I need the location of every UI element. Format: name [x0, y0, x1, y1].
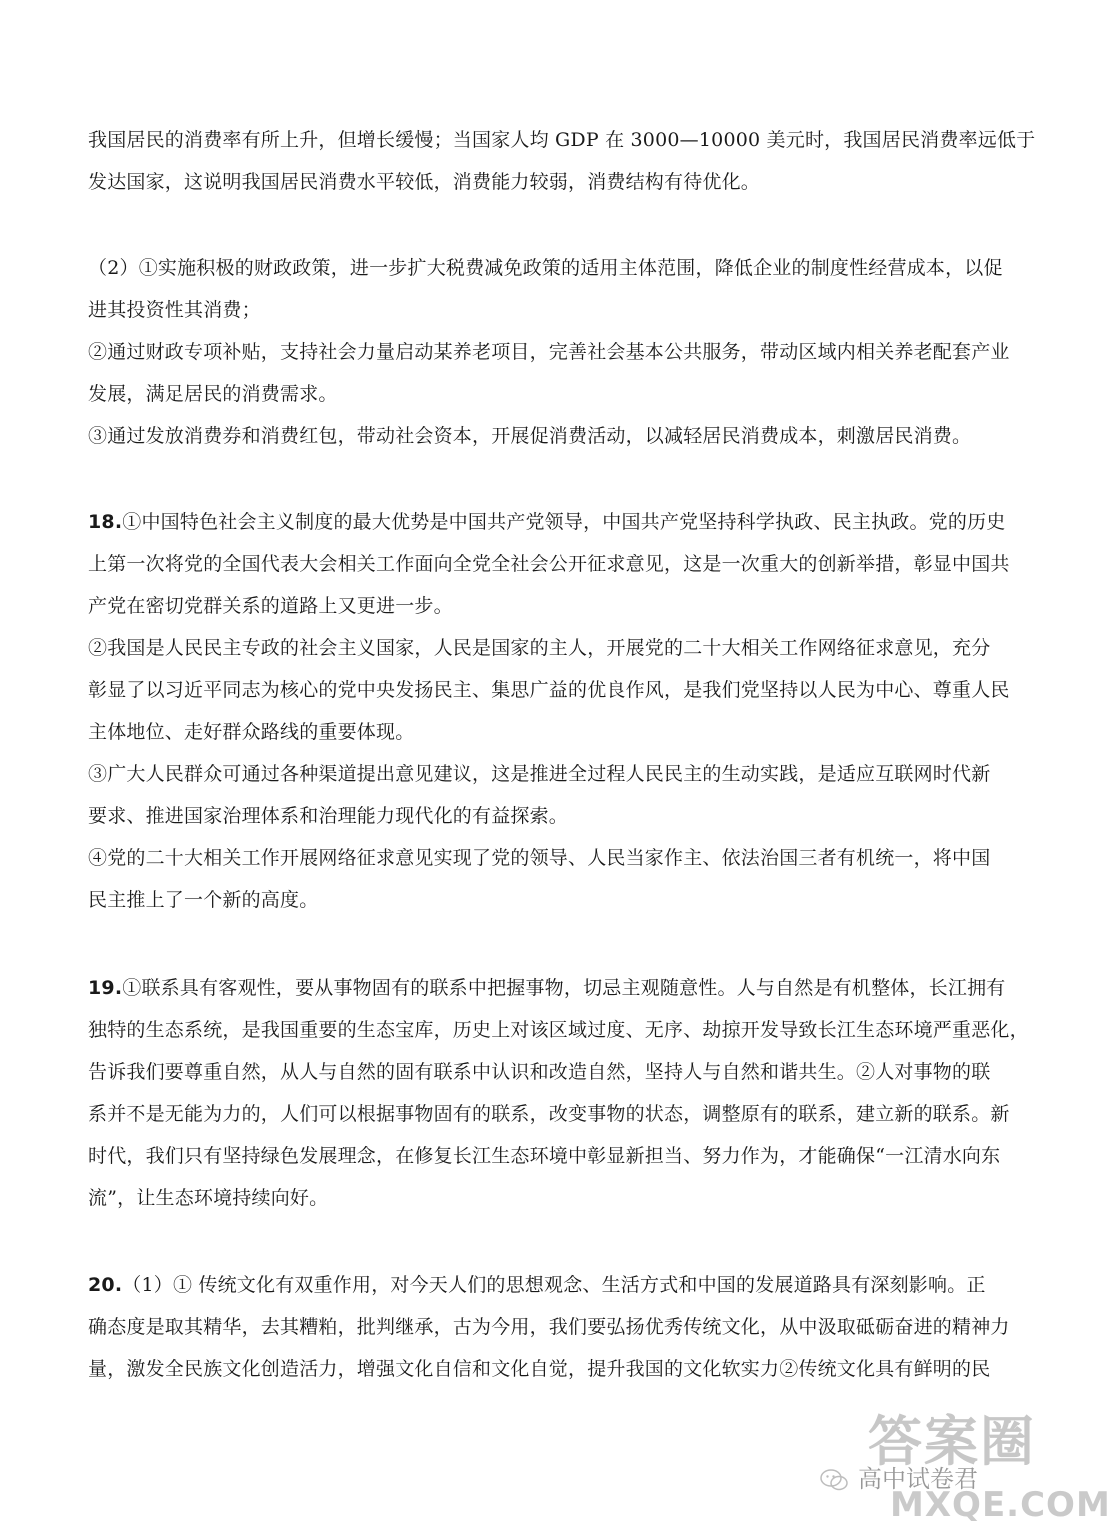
watermark [820, 1399, 1111, 1525]
text-segment: ①中国特色社会主义制度的最大优势是中国共产党领导，中国共产党坚持科学执政、民主执政。党的历史 [122, 511, 1006, 533]
text-line [88, 1264, 998, 1306]
text-line: 确态度是取其精华，去其糟粕，批判继承，古为今用，我们要弘扬优秀传统文化，从中汲取砥砺奋进的精神力 [88, 1316, 1010, 1338]
text-line: 独特的生态系统，是我国重要的生态宝库，历史上对该区域过度、无序、劫掠开发导致长江生态环境严重恶化， [88, 1019, 1029, 1041]
text-line: ③广大人民群众可通过各种渠道提出意见建议，这是推进全过程人民民主的生动实践，是适应互联网时代新 [88, 763, 991, 785]
question-number: 19. [88, 977, 123, 999]
text-line: 告诉我们要尊重自然，从人与自然的固有联系中认识和改造自然，坚持人与自然和谐共生。②人对事物的联 [88, 1061, 991, 1083]
text-line: 上第一次将党的全国代表大会相关工作面向全党全社会公开征求意见，这是一次重大的创新举措，彰显中国共 [88, 553, 1010, 575]
text-line: 要求、推进国家治理体系和治理能力现代化的有益探索。 [88, 805, 569, 827]
text-line: 彰显了以习近平同志为核心的党中央发扬民主、集思广益的优良作风，是我们党坚持以人民为中心、尊重人民 [88, 679, 1010, 701]
watermark-site: MXQE.COM [890, 1485, 1111, 1525]
text-segment: （1）① 传统文化有双重作用，对今天人们的思想观念、生活方式和中国的发展道路具有深刻影响。正 [122, 1274, 986, 1296]
watermark-account-name: 高中试卷君 [858, 1465, 978, 1493]
answer-question-20 [88, 1264, 1010, 1390]
text-segment: ①联系具有客观性，要从事物固有的联系中把握事物，切忌主观随意性。人与自然是有机整体，长江拥有 [122, 977, 1006, 999]
text-line: ③通过发放消费券和消费红包，带动社会资本，开展促消费活动，以减轻居民消费成本，刺激居民消费。 [88, 425, 972, 447]
text-line: 发展，满足居民的消费需求。 [88, 383, 338, 405]
text-line: 我国居民的消费率有所上升，但增长缓慢；当国家人均 GDP 在 3000—10000 美元时，我国居民消费率远低于 [88, 129, 1036, 151]
continuation-paragraph [88, 119, 1036, 203]
text-line: 产党在密切党群关系的道路上又更进一步。 [88, 595, 453, 617]
text-line: 民主推上了一个新的高度。 [88, 889, 319, 911]
text-line: 进其投资性其消费； [88, 299, 261, 321]
text-line: ②通过财政专项补贴，支持社会力量启动某养老项目，完善社会基本公共服务，带动区域内相关养老配套产业 [88, 341, 1010, 363]
text-line: 流”，让生态环境持续向好。 [88, 1187, 329, 1209]
text-line: 时代，我们只有坚持绿色发展理念，在修复长江生态环境中彰显新担当、努力作为，才能确保“一江清水向东 [88, 1145, 1001, 1167]
answer-question-19 [88, 967, 1029, 1219]
answer-question-18 [88, 501, 1010, 921]
text-line: （2）①实施积极的财政政策，进一步扩大税费减免政策的适用主体范围，降低企业的制度性经营成本，以促 [88, 257, 1003, 279]
watermark-logo-text: 答案圈 [868, 1410, 1036, 1473]
text-line: ④党的二十大相关工作开展网络征求意见实现了党的领导、人民当家作主、依法治国三者有机统一，将中国 [88, 847, 991, 869]
text-line [88, 501, 1006, 543]
text-line: 系并不是无能为力的，人们可以根据事物固有的联系，改变事物的状态，调整原有的联系，建立新的联系。新 [88, 1103, 1010, 1125]
wechat-icon [820, 1469, 848, 1491]
question-number: 20. [88, 1274, 123, 1296]
text-line: 主体地位、走好群众路线的重要体现。 [88, 721, 415, 743]
text-line [88, 967, 1006, 1009]
question-number: 18. [88, 511, 123, 533]
text-line: 量，激发全民族文化创造活力，增强文化自信和文化自觉，提升我国的文化软实力②传统文化具有鲜明的民 [88, 1358, 991, 1380]
text-line: 发达国家，这说明我国居民消费水平较低，消费能力较弱，消费结构有待优化。 [88, 171, 761, 193]
text-line: ②我国是人民民主专政的社会主义国家，人民是国家的主人，开展党的二十大相关工作网络征求意见，充分 [88, 637, 991, 659]
answer-part-2 [88, 247, 1010, 457]
